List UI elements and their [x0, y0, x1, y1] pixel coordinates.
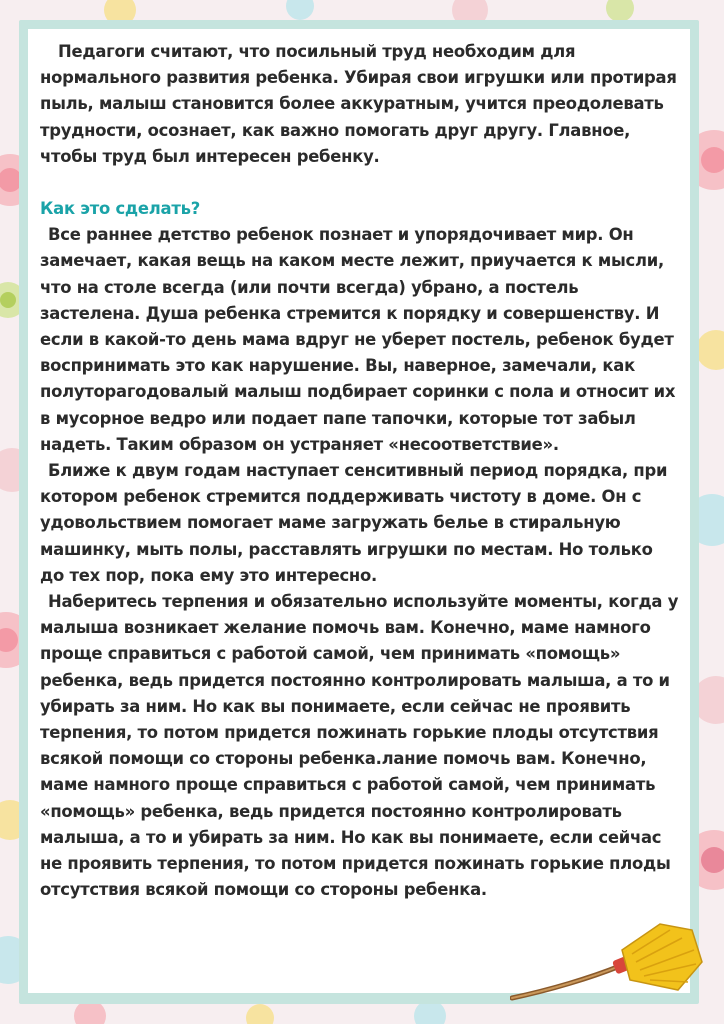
paragraph-spacer [40, 170, 682, 196]
section-heading: Как это сделать? [40, 199, 200, 219]
paragraph-3: Наберитесь терпения и обязательно используйте моменты, когда у малыша возникает желание помочь вам. Конечно, маме намного проще справиться с работой самой, чем принимать «помощь» ребенка, ведь придется постоянно контролировать малыша, а то и убирать за ним. Но как вы понимаете, если сейчас не проявить терпения, то потом придется пожинать горькие плоды отсутствия всякой помощи со стороны ребенка.лание помочь вам. Конечно, маме намного проще справиться с работой самой, чем принимать «помощь» ребенка, ведь придется постоянно контролировать малыша, а то и убирать за ним. Но как вы понимаете, если сейчас не проявить терпения, то потом придется пожинать горькие плоды отсутствия всякой помощи со стороны ребенка. [40, 592, 679, 900]
broom-icon [510, 920, 705, 1010]
article-body [40, 39, 682, 904]
paragraph-1: Все раннее детство ребенок познает и упорядочивает мир. Он замечает, какая вещь на каком месте лежит, приучается к мысли, что на столе всегда (или почти всегда) убрано, а постель застелена. Душа ребенка стремится к порядку и совершенству. И если в какой-то день мама вдруг не уберет постель, ребенок будет воспринимать это как нарушение. Вы, наверное, замечали, как полуторагодовалый малыш подбирает соринки с пола и относит их в мусорное ведро или подает папе тапочки, которые тот забыл надеть. Таким образом он устраняет «несоответствие». [40, 225, 676, 454]
intro-paragraph: Педагоги считают, что посильный труд необходим для нормального развития ребенка. Убирая свои игрушки или протирая пыль, малыш становится более аккуратным, учится преодолевать трудности, осознает, как важно помогать друг другу. Главное, чтобы труд был интересен ребенку. [40, 42, 677, 166]
paragraph-2: Ближе к двум годам наступает сенситивный период порядка, при котором ребенок стремится поддерживать чистоту в доме. Он с удовольствием помогает маме загружать белье в стиральную машинку, мыть полы, расставлять игрушки по местам. Но только до тех пор, пока ему это интересно. [40, 461, 668, 585]
text-panel [28, 29, 690, 993]
